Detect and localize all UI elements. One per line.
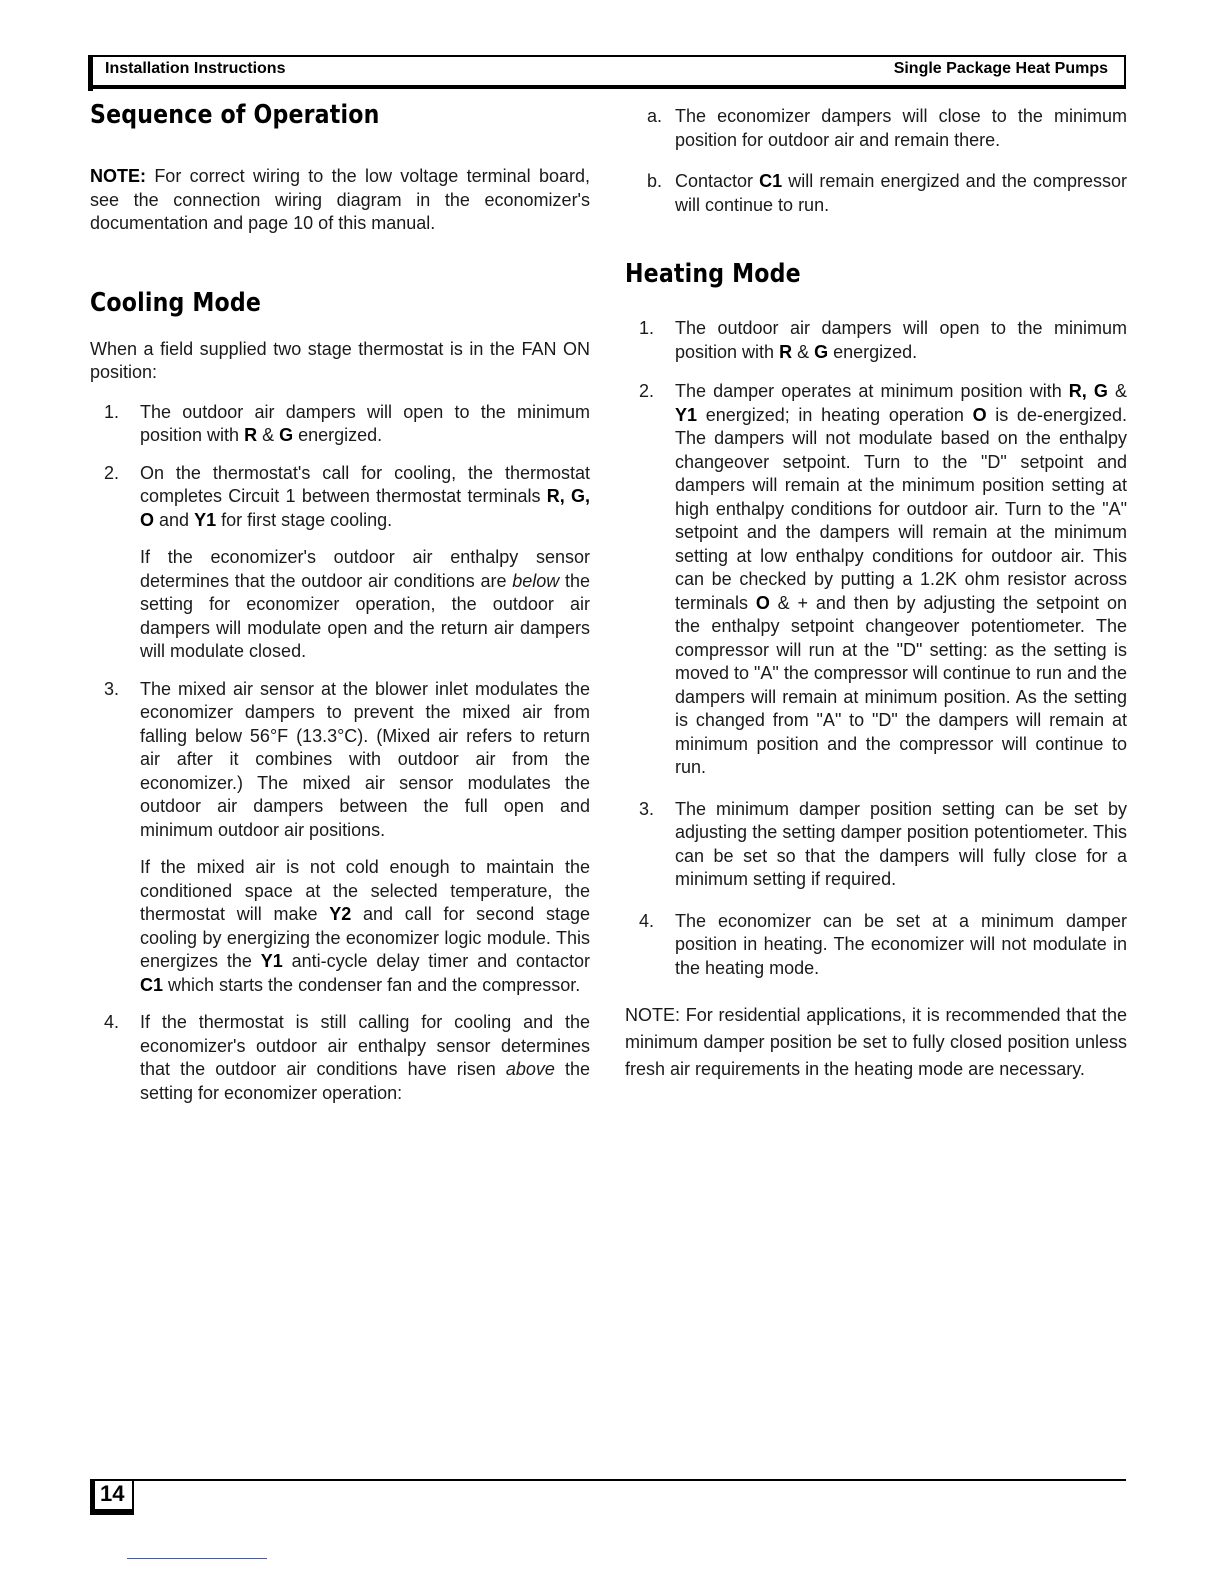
section-title-cooling: Cooling Mode [90,287,262,318]
right-column [625,105,1127,1083]
cooling-intro: When a field supplied two stage thermostat is in the FAN ON position: [90,338,590,382]
list-item: 4. If the thermostat is still calling for cooling and the economizer's outdoor air enthalpy sensor determines that the outdoor air conditions have risen above the setting for economizer operation: [104,1012,590,1103]
note-label: NOTE: [90,166,146,186]
residential-note: NOTE: For residential applications, it is recommended that the minimum damper position be set to fully closed position unless fresh air requirements in the heating mode are necessary. [625,1005,1127,1079]
wiring-note: NOTE: For correct wiring to the low voltage terminal board, see the connection wiring diagram in the economizer's documentation and page 10 of this manual. [90,166,590,233]
list-item: 3. The minimum damper position setting can be set by adjusting the setting damper position potentiometer. This can be set so that the dampers will fully close for a minimum setting if required. [639,798,1127,889]
list-item: 2. The damper operates at minimum position with R, G & Y1 energized; in heating operation O is de-energized. The dampers will not modulate based on the enthalpy changeover setpoint. Turn to the "D" setpoint and dampers will remain at the minimum position setting at high enthalpy conditions for outdoor air. Turn to the "A" setpoint and the dampers will remain at the minimum setting at low enthalpy conditions for outdoor air. This can be checked by putting a 1.2K ohm resistor across terminals O & + and then by adjusting the setpoint on the enthalpy setpoint changeover potentiometer. The compressor will run at the "D" setting: as the setting is moved to "A" the compressor will continue to run and the dampers will remain at minimum position. As the setting is changed from "A" to "D" the dampers will remain at minimum position and the compressor will continue to run. [639,381,1128,777]
footer-rule [134,1479,1126,1481]
list-item: a. The economizer dampers will close to the minimum position for outdoor air and remain there. [647,106,1127,150]
page-header [90,55,1126,85]
list-item: 1. The outdoor air dampers will open to the minimum position with R & G energized. [104,401,590,445]
list-item: 1. The outdoor air dampers will open to the minimum position with R & G energized. [639,318,1127,362]
list-item: 2. On the thermostat's call for cooling, the thermostat completes Circuit 1 between thermostat terminals R, G, O and Y1 for first stage cooling. If the economizer's outdoor air enthalpy sensor determines that the outdoor air conditions are below the setting for economizer operation, the outdoor air dampers will modulate open and the return air dampers will modulate closed. [104,462,591,661]
list-item: 4. The economizer can be set at a minimum damper position in heating. The economizer will not modulate in the heating mode. [639,910,1127,978]
left-column [90,100,590,1105]
header-doc-type: Installation Instructions [105,60,286,77]
underline-rule [127,1558,267,1559]
list-item: b. Contactor C1 will remain energized and the compressor will continue to run. [647,171,1127,215]
header-product: Single Package Heat Pumps [893,60,1108,77]
list-item: 3. The mixed air sensor at the blower inlet modulates the economizer dampers to prevent the mixed air from falling below 56°F (13.3°C). (Mixed air refers to return air after it combines with outdoor air from the economizer.) The mixed air sensor modulates the outdoor air dampers between the full open and minimum outdoor air positions. If the mixed air is not cold enough to maintain the conditioned space at the selected temperature, the thermostat will make Y2 and call for second stage cooling by energizing the economizer logic module. This energizes the Y1 anti-cycle delay timer and contactor C1 which starts the condenser fan and the compressor. [104,678,590,995]
section-title-heating: Heating Mode [625,259,801,289]
section-title-sequence: Sequence of Operation [90,100,380,130]
page-number: 14 [90,1479,134,1511]
